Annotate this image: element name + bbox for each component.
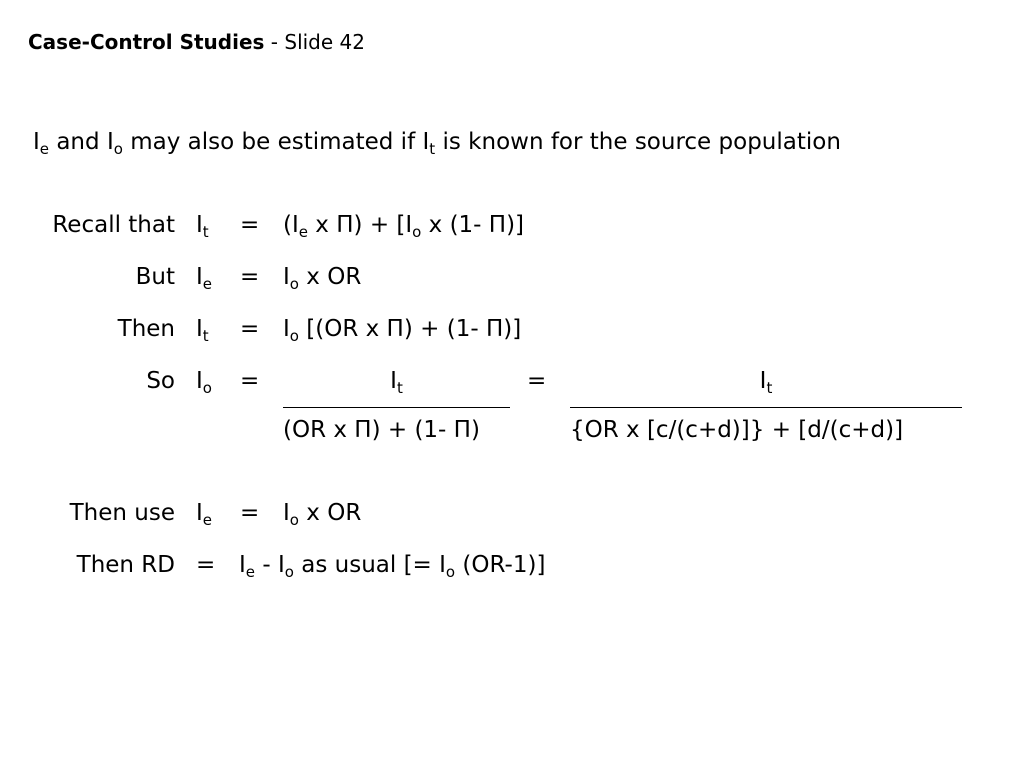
formula-thenuse: $I_o$ x OR (283, 500, 362, 529)
lhs-thenuse: $I_e$ (196, 500, 213, 529)
row-label-rd: Then RD (76, 552, 175, 578)
equals-rd: = (196, 552, 216, 578)
fraction1-numerator: $I_t$ (390, 368, 403, 397)
formula-recall: ($I_e$ x $\Pi) + [I_o$ x (1- Π)] (283, 212, 525, 241)
lhs-but: $I_e$ (196, 264, 213, 293)
equals-recall: = (240, 212, 260, 238)
row-label-then: Then (117, 316, 175, 342)
equals-but: = (240, 264, 260, 290)
fraction2-denominator: {OR x [c/(c+d)]} + [d/(c+d)] (570, 417, 904, 443)
row-label-but: But (135, 264, 175, 290)
intro-sentence: $I_e$ and $I_o$ may also be estimated if $I_t$ is known for the source population (33, 129, 841, 158)
row-label-so: So (146, 368, 175, 394)
fraction1-bar (283, 407, 510, 408)
lhs-so: $I_o$ (196, 368, 212, 397)
slide-title (28, 30, 365, 54)
formula-but: $I_o$ x OR (283, 264, 362, 293)
equals-thenuse: = (240, 500, 260, 526)
equals-so-2: = (527, 368, 547, 394)
row-label-recall: Recall that (52, 212, 175, 238)
formula-then: $I_o$ [(OR x Π) + (1- Π)] (283, 316, 522, 345)
title-separator: - (264, 30, 285, 54)
slide-number: Slide 42 (284, 30, 365, 54)
row-label-thenuse: Then use (69, 500, 175, 526)
lhs-then: $I_t$ (196, 316, 209, 345)
fraction2-numerator: $I_t$ (759, 368, 773, 397)
lhs-recall: $I_t$ (196, 212, 209, 241)
equals-so: = (240, 368, 260, 394)
equals-then: = (240, 316, 260, 342)
fraction1-denominator: (OR x Π) + (1- Π) (283, 417, 480, 443)
fraction2-bar (570, 407, 962, 408)
formula-rd: $I_e - I_o$ as usual [= $I_o$ (OR-1)] (239, 552, 546, 581)
slide-topic: Case-Control Studies (28, 30, 265, 54)
